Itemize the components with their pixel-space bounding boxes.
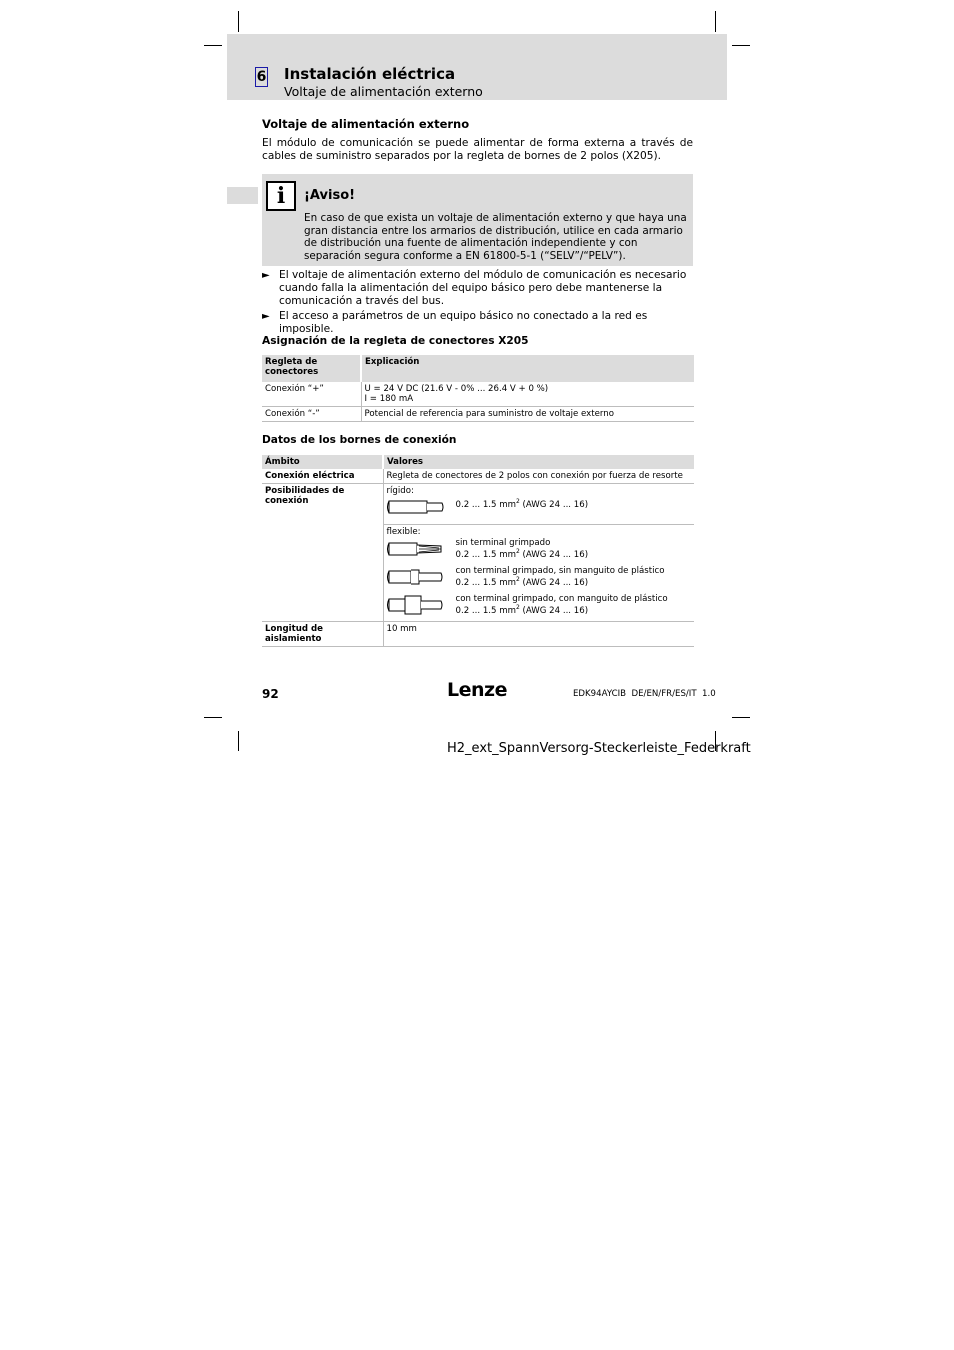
ferrule-wire-icon xyxy=(387,567,445,587)
table-header: Valores xyxy=(383,455,694,469)
table-cell: Conexión eléctrica xyxy=(262,469,383,484)
connector-assignment-table xyxy=(262,355,694,422)
table-cell-line: U = 24 V DC (21.6 V - 0% ... 26.4 V + 0 %) xyxy=(364,384,549,394)
chapter-subtitle: Voltaje de alimentación externo xyxy=(284,84,483,99)
flex-item-desc: con terminal grimpado, sin manguito de plástico xyxy=(455,566,665,576)
table2-title: Datos de los bornes de conexión xyxy=(262,434,457,446)
awg-range: (AWG 24 ... 16) xyxy=(519,605,589,616)
page-number: 92 xyxy=(262,687,279,701)
table-cell: Potencial de referencia para suministro de voltaje externo xyxy=(361,407,694,422)
stranded-wire-icon xyxy=(387,539,445,559)
rigid-wire-icon xyxy=(387,497,445,517)
table-row xyxy=(262,622,694,647)
rigid-block xyxy=(384,484,695,525)
table-cell: 10 mm xyxy=(383,622,694,647)
crop-mark xyxy=(732,45,750,46)
rigid-label: rígido: xyxy=(386,486,414,496)
unit-superscript: 2 xyxy=(515,604,520,611)
table-cell: Regleta de conectores de 2 polos con conexión por fuerza de resorte xyxy=(383,469,694,484)
crop-mark xyxy=(238,731,239,751)
intro-paragraph: El módulo de comunicación se puede alimentar de forma externa a través de cables de suministro separados por la regleta de bornes de 2 polos (X205). xyxy=(262,137,693,162)
table-cell: Posibilidades de conexión xyxy=(262,484,383,622)
unit-superscript: 2 xyxy=(515,498,520,505)
rigid-spec xyxy=(456,498,589,510)
flex-item xyxy=(456,538,589,560)
chapter-title: Instalación eléctrica xyxy=(284,65,456,83)
table-header: Explicación xyxy=(361,355,694,382)
bullet-text: El acceso a parámetros de un equipo básico no conectado a la red es imposible. xyxy=(279,310,648,335)
chapter-number: 6 xyxy=(256,69,267,85)
table1-title: Asignación de la regleta de conectores X205 xyxy=(262,335,529,347)
note-title: ¡Aviso! xyxy=(304,188,356,203)
bullet-list xyxy=(262,269,693,336)
info-icon: i xyxy=(266,181,296,211)
flex-spec-value: 0.2 ... 1.5 mm xyxy=(455,577,516,588)
table-cell xyxy=(361,382,694,407)
list-item xyxy=(262,269,693,308)
table-header: Ámbito xyxy=(262,455,383,469)
flex-item xyxy=(456,594,668,616)
lenze-logo: Lenze xyxy=(447,679,507,701)
rigid-spec-value: 0.2 ... 1.5 mm xyxy=(455,499,516,510)
table-cell: Conexión “-” xyxy=(262,407,361,422)
awg-range: (AWG 24 ... 16) xyxy=(519,499,589,510)
file-label: H2_ext_SpannVersorg-Steckerleiste_Federkraft xyxy=(447,741,751,756)
flex-item-spec xyxy=(456,548,589,560)
crop-mark xyxy=(715,11,716,32)
table-cell: Longitud de aislamiento xyxy=(262,622,383,647)
flexible-block xyxy=(384,525,695,621)
flex-item-spec xyxy=(456,576,665,588)
crop-mark xyxy=(204,45,222,46)
insulated-ferrule-wire-icon xyxy=(387,594,445,616)
section-title: Voltaje de alimentación externo xyxy=(262,117,470,131)
table-row xyxy=(262,469,694,484)
crop-mark xyxy=(204,717,222,718)
unit-superscript: 2 xyxy=(515,548,520,555)
bullet-text: El voltaje de alimentación externo del módulo de comunicación es necesario cuando falla la alimentación del equipo básico pero debe mantenerse la comunicación a través del bus. xyxy=(279,269,687,307)
arrow-bullet-icon: ► xyxy=(262,270,270,281)
awg-range: (AWG 24 ... 16) xyxy=(519,549,589,560)
list-item xyxy=(262,310,693,336)
crop-mark xyxy=(732,717,750,718)
table-cell: Conexión “+” xyxy=(262,382,361,407)
flex-item xyxy=(456,566,665,588)
arrow-bullet-icon: ► xyxy=(262,311,270,322)
table-row xyxy=(262,407,694,422)
table-header: Regleta de conectores xyxy=(262,355,361,382)
flex-spec-value: 0.2 ... 1.5 mm xyxy=(455,549,516,560)
unit-superscript: 2 xyxy=(515,576,520,583)
awg-range: (AWG 24 ... 16) xyxy=(519,577,589,588)
table-cell xyxy=(383,484,694,622)
table-row xyxy=(262,382,694,407)
section-side-marker xyxy=(227,187,258,204)
flexible-label: flexible: xyxy=(386,527,421,537)
flex-item-desc: con terminal grimpado, con manguito de plástico xyxy=(455,594,668,604)
flex-item-spec xyxy=(456,604,668,616)
crop-mark xyxy=(238,11,239,32)
flex-spec-value: 0.2 ... 1.5 mm xyxy=(455,605,516,616)
flex-item-desc: sin terminal grimpado xyxy=(455,538,551,548)
table-row xyxy=(262,484,694,622)
note-text: En caso de que exista un voltaje de alimentación externo y que haya una gran distancia entre los armarios de distribución, utilice en cada armario de distribución una fuente de alimentación independiente y con separación segura conforme a EN 61800-5-1 (“SELV”/“PELV”). xyxy=(304,212,687,262)
document-code: EDK94AYCIB DE/EN/FR/ES/IT 1.0 xyxy=(573,689,716,699)
table-cell-line: I = 180 mA xyxy=(364,394,414,404)
terminal-data-table xyxy=(262,455,694,647)
